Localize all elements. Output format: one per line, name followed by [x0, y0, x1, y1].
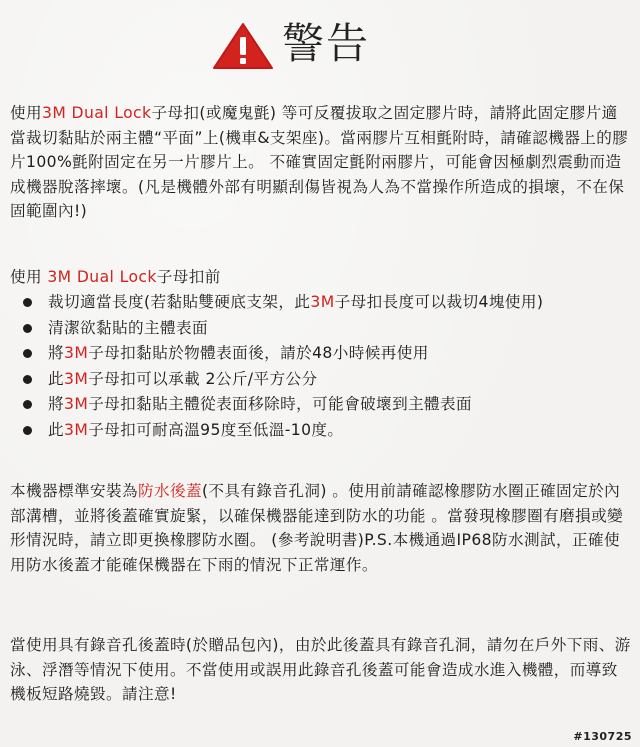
bullet-icon [23, 349, 32, 358]
list-item-post: 子母扣長度可以裁切4塊使用) [334, 293, 544, 311]
bullet-icon [23, 298, 32, 307]
warning-triangle-icon [212, 22, 274, 70]
bullet-icon [23, 324, 32, 333]
brand-name: 3M Dual Lock [42, 104, 152, 122]
usage-heading [10, 264, 632, 290]
list-item-brand: 3M [64, 369, 89, 388]
list-item-pre: 此 [48, 420, 64, 439]
bullet-icon [23, 400, 32, 409]
list-item-post: 子母扣可以承載 2公斤/平方公分 [88, 369, 318, 388]
para1-body: 子母扣(或魔鬼氈) 等可反覆拔取之固定膠片時，請將此固定膠片適當裁切黏貼於兩主體“平面”上(機車&支架座)。當兩膠片互相氈附時，請確認機器上的膠片100%氈附固定在另一片膠片上。 不確實固定氈附兩膠片，可能會因極劇烈震動而造成機器脫落摔壞。(凡是機體外部有明顯刮傷皆視為人為不當操作所造成的損壞，不在保固範圍內!) [10, 104, 629, 220]
page-title: 警告 [282, 19, 371, 68]
list-item-brand: 3M [310, 293, 335, 311]
header [0, 14, 640, 74]
list-item [10, 367, 632, 393]
list-item [10, 290, 632, 316]
list-item-post: 子母扣黏貼於物體表面後，請於48小時候再使用 [88, 344, 429, 363]
list-item-post: 子母扣可耐高溫95度至低溫-10度。 [88, 420, 344, 439]
list-item-pre: 將 [48, 395, 64, 414]
list-item [10, 341, 632, 367]
usage-list [10, 290, 632, 444]
adhesive-instructions-paragraph [10, 101, 632, 224]
audio-hole-cover-paragraph: 當使用具有錄音孔後蓋時(於贈品包內)，由於此後蓋具有錄音孔洞，請勿在戶外下雨、游泳、浮潛等情況下使用。不當使用或誤用此錄音孔後蓋可能會造成水進入機體，而導致機板短路燒毀。請注意! [10, 636, 631, 703]
list-item-post: 子母扣黏貼主體從表面移除時，可能會破壞到主體表面 [88, 395, 473, 414]
list-item-pre: 清潔欲黏貼的主體表面 [48, 318, 208, 337]
usage-section [10, 264, 632, 444]
reference-code: #130725 [573, 730, 632, 743]
list-item-brand: 3M [64, 395, 89, 414]
list-item-brand: 3M [64, 420, 89, 439]
list-item [10, 316, 632, 342]
list-item-pre: 此 [48, 369, 64, 388]
waterproof-cover-label: 防水後蓋 [137, 482, 202, 500]
bullet-icon [23, 426, 32, 435]
list-item [10, 418, 632, 444]
usage-brand-name: 3M Dual Lock [47, 268, 157, 286]
usage-heading-post: 子母扣前 [156, 268, 221, 286]
para3-pre: 本機器標準安裝為 [10, 482, 138, 500]
list-item-brand: 3M [64, 344, 89, 363]
para1-pre: 使用 [10, 104, 42, 122]
para3-body: (不具有錄音孔洞) 。使用前請確認橡膠防水圈正確固定於內部溝槽，並將後蓋確實旋緊，以確保機器能達到防水的功能 。當發現橡膠圈有磨損或變形情況時，請立即更換橡膠防水圈。 (參考說明書)P.S.本機通過IP68防水測試，正確使用防水後蓋才能確保機器在下雨的情況下正常運作。 [10, 482, 624, 574]
list-item-pre: 將 [48, 344, 64, 363]
waterproof-cover-paragraph [10, 479, 632, 577]
list-item [10, 392, 632, 418]
list-item-pre: 裁切適當長度(若黏貼雙硬底支架，此 [48, 293, 311, 311]
bullet-icon [23, 375, 32, 384]
usage-heading-pre: 使用 [10, 268, 48, 286]
